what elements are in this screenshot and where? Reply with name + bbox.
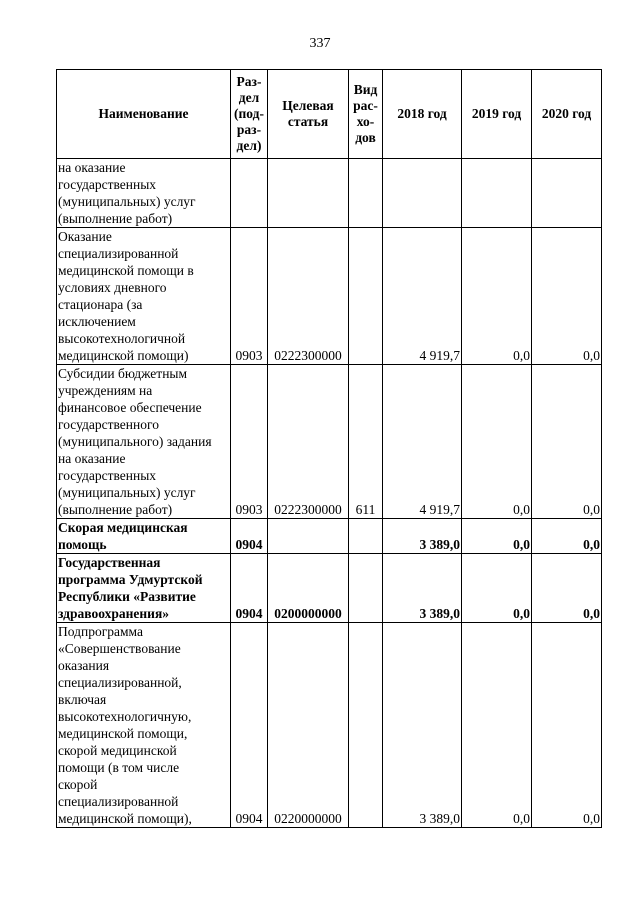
- row-2020: 0,0: [532, 554, 602, 623]
- row-2019: 0,0: [462, 623, 532, 828]
- row-target: 0222300000: [268, 365, 349, 519]
- table-row: [57, 623, 602, 828]
- row-expense-type: [349, 519, 383, 554]
- header-target: Целевая статья: [268, 70, 349, 159]
- row-target: 0200000000: [268, 554, 349, 623]
- row-2020: [532, 159, 602, 228]
- table-row: [57, 519, 602, 554]
- row-2020: 0,0: [532, 365, 602, 519]
- header-expense-type: Вид рас- хо- дов: [349, 70, 383, 159]
- table-header-row: [57, 70, 602, 159]
- header-2018: 2018 год: [383, 70, 462, 159]
- row-section: 0904: [231, 554, 268, 623]
- table-row: [57, 365, 602, 519]
- row-expense-type: [349, 159, 383, 228]
- row-name: Субсидии бюджетным учреждениям на финансовое обеспечение государственного (муниципального) задания на оказание государственных (муниципальных) услуг (выполнение работ): [57, 365, 231, 519]
- row-2018: 3 389,0: [383, 554, 462, 623]
- row-target: [268, 519, 349, 554]
- row-2020: 0,0: [532, 228, 602, 365]
- table-row: [57, 159, 602, 228]
- row-section: 0903: [231, 365, 268, 519]
- row-2018: 3 389,0: [383, 623, 462, 828]
- row-expense-type: [349, 228, 383, 365]
- row-2018: [383, 159, 462, 228]
- row-section: 0904: [231, 623, 268, 828]
- header-2019: 2019 год: [462, 70, 532, 159]
- row-2018: 3 389,0: [383, 519, 462, 554]
- row-name: Подпрограмма «Совершенствование оказания специализированной, включая высокотехнологичную, медицинской помощи, скорой медицинской помощи (в том числе скорой специализированной медицинской помощи),: [57, 623, 231, 828]
- budget-table: [56, 69, 602, 828]
- header-2020: 2020 год: [532, 70, 602, 159]
- row-target: [268, 159, 349, 228]
- header-section: Раз- дел (под- раз- дел): [231, 70, 268, 159]
- row-expense-type: [349, 623, 383, 828]
- row-2019: 0,0: [462, 228, 532, 365]
- row-2020: 0,0: [532, 623, 602, 828]
- row-name: Государственная программа Удмуртской Республики «Развитие здравоохранения»: [57, 554, 231, 623]
- row-expense-type: [349, 554, 383, 623]
- row-2019: 0,0: [462, 365, 532, 519]
- page-number: 337: [309, 36, 331, 51]
- row-2019: 0,0: [462, 554, 532, 623]
- table-row: [57, 228, 602, 365]
- row-name: Скорая медицинская помощь: [57, 519, 231, 554]
- row-target: 0222300000: [268, 228, 349, 365]
- header-name: Наименование: [57, 70, 231, 159]
- row-2019: [462, 159, 532, 228]
- row-2019: 0,0: [462, 519, 532, 554]
- row-section: [231, 159, 268, 228]
- row-2020: 0,0: [532, 519, 602, 554]
- row-section: 0904: [231, 519, 268, 554]
- row-expense-type: 611: [349, 365, 383, 519]
- row-name: на оказание государственных (муниципальных) услуг (выполнение работ): [57, 159, 231, 228]
- row-name: Оказание специализированной медицинской помощи в условиях дневного стационара (за исключением высокотехнологичной медицинской помощи): [57, 228, 231, 365]
- row-2018: 4 919,7: [383, 365, 462, 519]
- row-2018: 4 919,7: [383, 228, 462, 365]
- table-row: [57, 554, 602, 623]
- row-section: 0903: [231, 228, 268, 365]
- row-target: 0220000000: [268, 623, 349, 828]
